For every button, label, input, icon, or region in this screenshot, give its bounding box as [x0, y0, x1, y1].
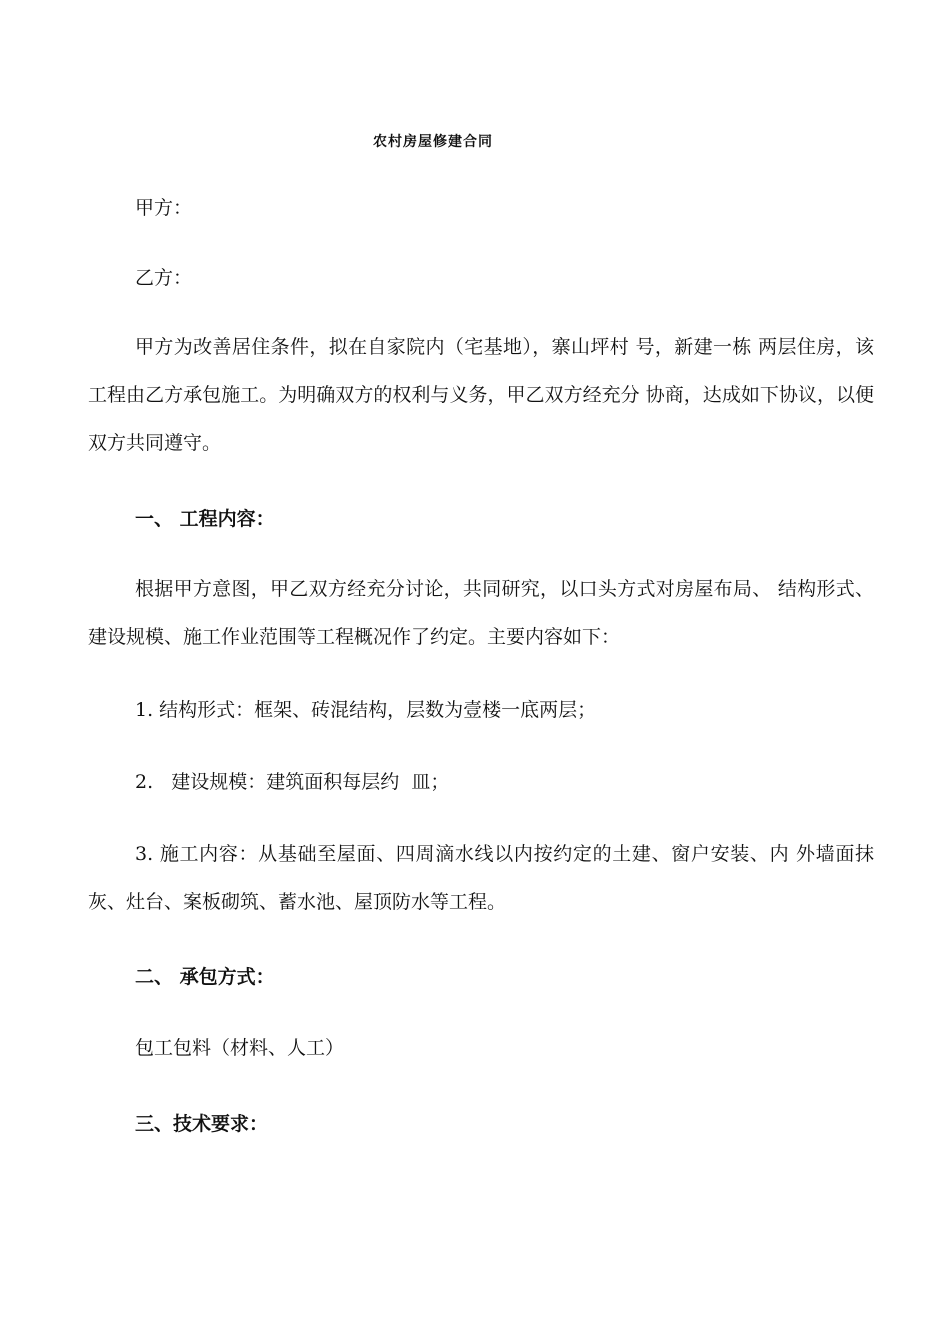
section-1-item-2: 2. 建设规模：建筑面积每层约 皿； [135, 771, 450, 793]
document-title: 农村房屋修建合同 [373, 134, 493, 150]
section-2-heading: 二、 承包方式： [135, 966, 275, 988]
section-1-item-3: 3. 施工内容：从基础至屋面、四周滴水线以内按约定的土建、窗户安装、内 外墙面抹灰、灶台、案板砌筑、蓄水池、屋顶防水等工程。 [88, 843, 874, 913]
section-1-body: 根据甲方意图，甲乙双方经充分讨论，共同研究，以口头方式对房屋布局、 结构形式、建设规模、施工作业范围等工程概况作了约定。主要内容如下： [88, 578, 874, 648]
section-3-heading: 三、技术要求： [135, 1113, 269, 1135]
party-b-label: 乙方： [135, 267, 193, 289]
section-1-item-1: 1. 结构形式：框架、砖混结构，层数为壹楼一底两层； [135, 699, 597, 721]
party-a-label: 甲方： [135, 197, 193, 219]
intro-paragraph: 甲方为改善居住条件，拟在自家院内（宅基地），寨山坪村 号，新建一栋 两层住房，该工程由乙方承包施工。为明确双方的权利与义务，甲乙双方经充分 协商，达成如下协议，以便双方共同遵守。 [88, 336, 874, 454]
section-1-heading: 一、 工程内容： [135, 508, 275, 530]
section-2-body: 包工包料（材料、人工） [135, 1037, 345, 1059]
